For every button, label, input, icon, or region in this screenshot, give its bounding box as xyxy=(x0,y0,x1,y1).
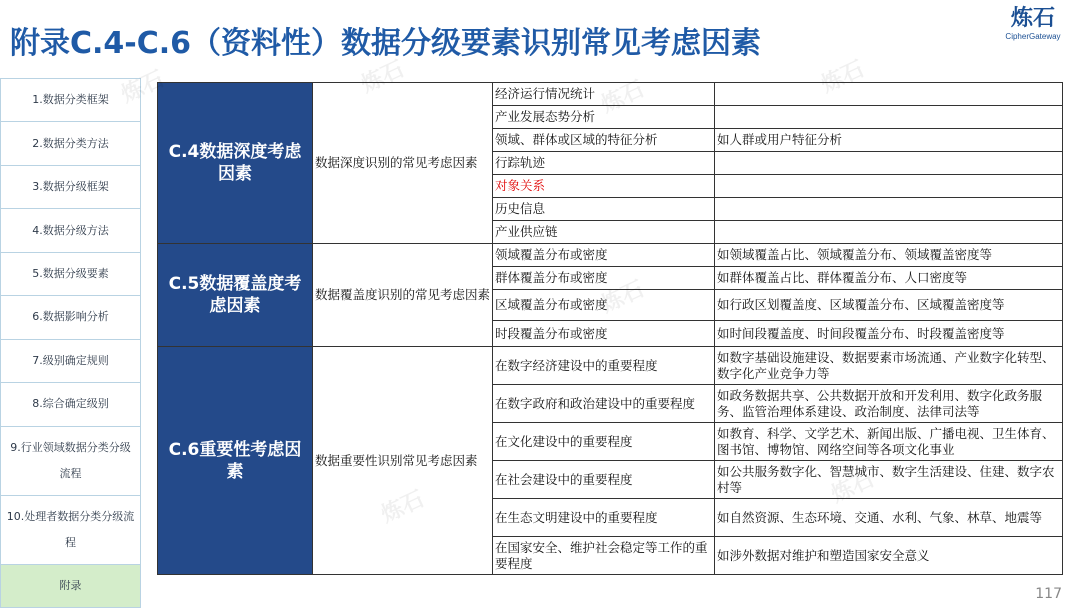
sidebar-item-grading-elements[interactable]: 5.数据分级要素 xyxy=(0,252,141,295)
table-row xyxy=(158,244,1063,267)
watermark: 炼石 xyxy=(377,486,429,528)
factor-cell: 领域、群体或区域的特征分析 xyxy=(493,129,715,152)
factor-cell: 经济运行情况统计 xyxy=(493,83,715,106)
example-cell xyxy=(715,221,1063,244)
factor-cell-highlighted: 对象关系 xyxy=(493,175,715,198)
table-row xyxy=(158,83,1063,106)
factors-table xyxy=(157,82,1063,575)
sidebar-item-classification-framework[interactable]: 1.数据分类框架 xyxy=(0,78,141,121)
example-cell xyxy=(715,175,1063,198)
example-cell: 如教育、科学、文学艺术、新闻出版、广播电视、卫生体育、图书馆、博物馆、网络空间等各项文化事业 xyxy=(715,423,1063,461)
factor-cell: 领域覆盖分布或密度 xyxy=(493,244,715,267)
factor-cell: 在国家安全、维护社会稳定等工作的重要程度 xyxy=(493,537,715,575)
sidebar-item-grading-framework[interactable]: 3.数据分级框架 xyxy=(0,165,141,208)
sidebar-item-appendix[interactable]: 附录 xyxy=(0,564,141,608)
watermark: 炼石 xyxy=(817,56,869,98)
example-cell: 如人群或用户特征分析 xyxy=(715,129,1063,152)
factor-cell: 在社会建设中的重要程度 xyxy=(493,461,715,499)
factor-cell: 区域覆盖分布或密度 xyxy=(493,290,715,321)
factor-cell: 产业供应链 xyxy=(493,221,715,244)
example-cell: 如时间段覆盖度、时间段覆盖分布、时段覆盖密度等 xyxy=(715,321,1063,347)
example-cell xyxy=(715,198,1063,221)
example-cell: 如政务数据共享、公共数据开放和开发利用、数字化政务服务、监管治理体系建设、政治制度、法律司法等 xyxy=(715,385,1063,423)
watermark: 炼石 xyxy=(597,276,649,318)
category-cell: C.5数据覆盖度考虑因素 xyxy=(158,244,313,347)
factor-cell: 时段覆盖分布或密度 xyxy=(493,321,715,347)
watermark: 炼石 xyxy=(827,466,879,508)
sidebar-nav xyxy=(0,78,141,608)
sidebar-item-level-rules[interactable]: 7.级别确定规则 xyxy=(0,339,141,382)
example-cell xyxy=(715,152,1063,175)
watermark: 炼石 xyxy=(117,66,169,108)
subcategory-cell: 数据重要性识别常见考虑因素 xyxy=(313,347,493,575)
factor-cell: 在数字政府和政治建设中的重要程度 xyxy=(493,385,715,423)
example-cell: 如领域覆盖占比、领域覆盖分布、领域覆盖密度等 xyxy=(715,244,1063,267)
watermark: 炼石 xyxy=(357,56,409,98)
table-row xyxy=(158,347,1063,385)
example-cell: 如自然资源、生态环境、交通、水利、气象、林草、地震等 xyxy=(715,499,1063,537)
factor-cell: 在数字经济建设中的重要程度 xyxy=(493,347,715,385)
sidebar-item-final-level[interactable]: 8.综合确定级别 xyxy=(0,382,141,425)
example-cell: 如行政区划覆盖度、区域覆盖分布、区域覆盖密度等 xyxy=(715,290,1063,321)
watermark: 炼石 xyxy=(597,76,649,118)
subcategory-cell: 数据覆盖度识别的常见考虑因素 xyxy=(313,244,493,347)
factor-cell: 产业发展态势分析 xyxy=(493,106,715,129)
page-number: 117 xyxy=(1035,586,1062,602)
sidebar-item-industry-process[interactable]: 9.行业领域数据分类分级流程 xyxy=(0,426,141,495)
sidebar-item-grading-method[interactable]: 4.数据分级方法 xyxy=(0,208,141,251)
cipher-gateway-logo xyxy=(998,6,1068,41)
factor-cell: 历史信息 xyxy=(493,198,715,221)
example-cell: 如涉外数据对维护和塑造国家安全意义 xyxy=(715,537,1063,575)
logo-mark: 炼石 xyxy=(1010,6,1055,31)
sidebar-item-processor-process[interactable]: 10.处理者数据分类分级流程 xyxy=(0,495,141,564)
category-cell: C.4数据深度考虑因素 xyxy=(158,83,313,244)
category-cell: C.6重要性考虑因素 xyxy=(158,347,313,575)
example-cell: 如数字基础设施建设、数据要素市场流通、产业数字化转型、数字化产业竞争力等 xyxy=(715,347,1063,385)
factor-cell: 行踪轨迹 xyxy=(493,152,715,175)
factor-cell: 群体覆盖分布或密度 xyxy=(493,267,715,290)
example-cell: 如群体覆盖占比、群体覆盖分布、人口密度等 xyxy=(715,267,1063,290)
logo-subtitle: CipherGateway xyxy=(1005,32,1061,41)
example-cell xyxy=(715,106,1063,129)
factor-cell: 在文化建设中的重要程度 xyxy=(493,423,715,461)
sidebar-item-impact-analysis[interactable]: 6.数据影响分析 xyxy=(0,295,141,338)
example-cell: 如公共服务数字化、智慧城市、数字生活建设、住建、数字农村等 xyxy=(715,461,1063,499)
page-title: 附录C.4-C.6（资料性）数据分级要素识别常见考虑因素 xyxy=(10,26,762,61)
sidebar-item-classification-method[interactable]: 2.数据分类方法 xyxy=(0,121,141,164)
example-cell xyxy=(715,83,1063,106)
subcategory-cell: 数据深度识别的常见考虑因素 xyxy=(313,83,493,244)
factor-cell: 在生态文明建设中的重要程度 xyxy=(493,499,715,537)
